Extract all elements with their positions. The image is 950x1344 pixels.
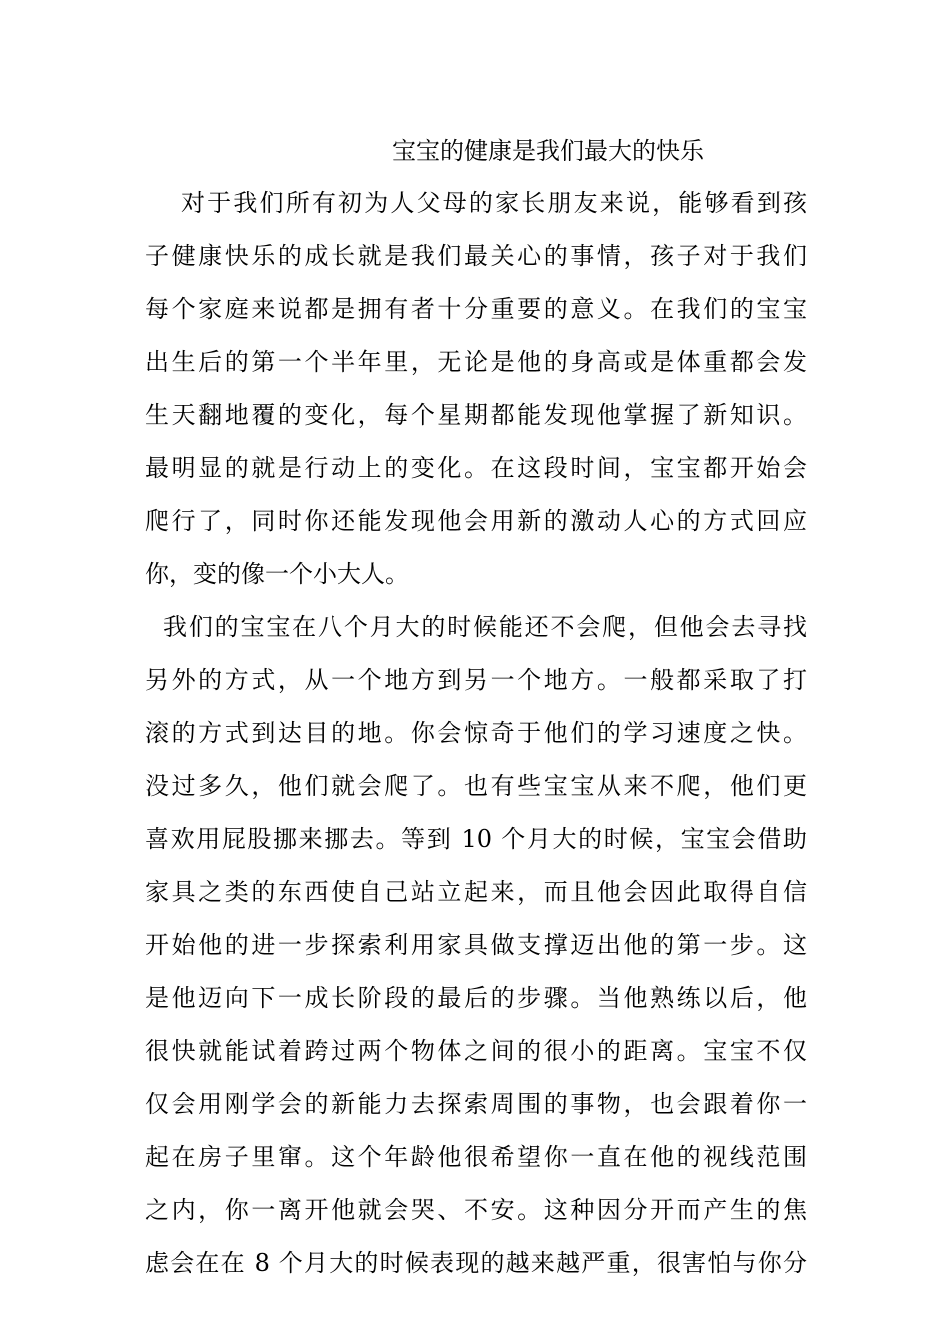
paragraph-line: 子健康快乐的成长就是我们最关心的事情，孩子对于我们 xyxy=(145,242,807,270)
paragraph-line: 很快就能试着跨过两个物体之间的很小的距离。宝宝不仅 xyxy=(145,1037,807,1065)
paragraph-line: 爬行了，同时你还能发现他会用新的激动人心的方式回应 xyxy=(145,507,807,535)
paragraph-line: 出生后的第一个半年里，无论是他的身高或是体重都会发 xyxy=(145,348,807,376)
paragraph-line: 滚的方式到达目的地。你会惊奇于他们的学习速度之快。 xyxy=(145,719,807,747)
paragraph-line: 之内，你一离开他就会哭、不安。这种因分开而产生的焦 xyxy=(145,1196,807,1224)
document-title: 宝宝的健康是我们最大的快乐 xyxy=(392,137,704,165)
paragraph-line: 虑会在在 8 个月大的时候表现的越来越严重，很害怕与你分 xyxy=(145,1249,807,1277)
paragraph-line: 没过多久，他们就会爬了。也有些宝宝从来不爬，他们更 xyxy=(145,772,807,800)
paragraph-line: 对于我们所有初为人父母的家长朋友来说，能够看到孩 xyxy=(181,189,807,217)
document-body xyxy=(145,177,807,1290)
paragraph-line: 另外的方式，从一个地方到另一个地方。一般都采取了打 xyxy=(145,666,807,694)
paragraph-1 xyxy=(145,177,807,601)
paragraph-line: 你，变的像一个小大人。 xyxy=(145,560,409,588)
paragraph-line: 起在房子里窜。这个年龄他很希望你一直在他的视线范围 xyxy=(145,1143,807,1171)
paragraph-2 xyxy=(145,601,807,1290)
paragraph-line: 家具之类的东西使自己站立起来，而且他会因此取得自信 xyxy=(145,878,807,906)
paragraph-line: 最明显的就是行动上的变化。在这段时间，宝宝都开始会 xyxy=(145,454,807,482)
paragraph-line: 每个家庭来说都是拥有者十分重要的意义。在我们的宝宝 xyxy=(145,295,807,323)
paragraph-line: 仅会用刚学会的新能力去探索周围的事物，也会跟着你一 xyxy=(145,1090,807,1118)
paragraph-line: 生天翻地覆的变化，每个星期都能发现他掌握了新知识。 xyxy=(145,401,807,429)
paragraph-line: 我们的宝宝在八个月大的时候能还不会爬，但他会去寻找 xyxy=(163,613,807,641)
paragraph-line: 是他迈向下一成长阶段的最后的步骤。当他熟练以后，他 xyxy=(145,984,807,1012)
paragraph-line: 喜欢用屁股挪来挪去。等到 10 个月大的时候，宝宝会借助 xyxy=(145,825,807,853)
paragraph-line: 开始他的进一步探索利用家具做支撑迈出他的第一步。这 xyxy=(145,931,807,959)
